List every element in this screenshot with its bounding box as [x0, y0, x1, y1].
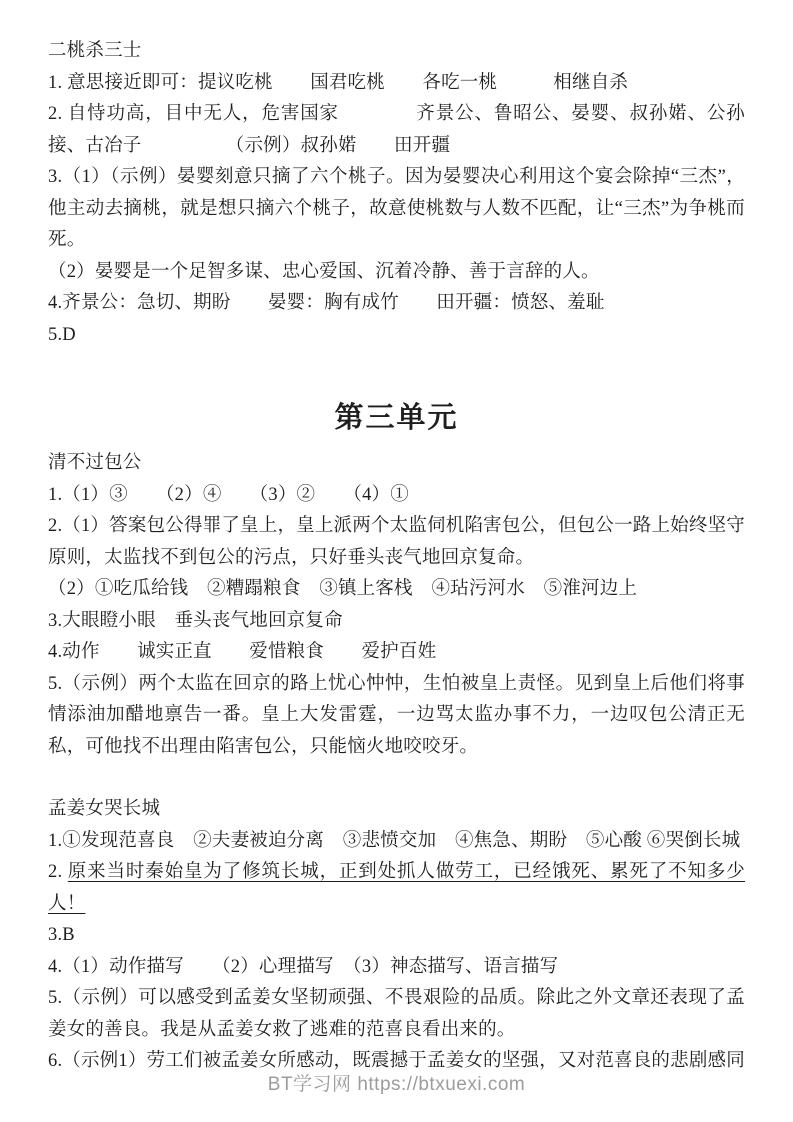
story-title: 二桃杀三士	[48, 41, 142, 61]
answer-line: 5.（示例）可以感受到孟姜女坚韧顽强、不畏艰险的品质。除此之外文章还表现了孟姜女的善良。我是从孟姜女救了逃难的范喜良看出来的。	[48, 988, 745, 1040]
answer-line: 3.（1）（示例）晏婴刻意只摘了六个桃子。因为晏婴决心利用这个宴会除掉“三杰”，他主动去摘桃，就是想只摘六个桃子，故意使桃数与人数不匹配，让“三杰”为争桃而死。	[48, 167, 745, 250]
story-title: 清不过包公	[48, 453, 142, 473]
answer-line: 2. 自恃功高，目中无人，危害国家 齐景公、鲁昭公、晏婴、叔孙婼、公孙接、古冶子 （示例）叔孙婼 田开疆	[48, 104, 745, 156]
answer-line: 5.（示例）两个太监在回京的路上忧心忡忡，生怕被皇上责怪。见到皇上后他们将事情添油加醋地禀告一番。皇上大发雷霆，一边骂太监办事不力，一边叹包公清正无私，可他找不出理由陷害包公，只能恼火地咬咬牙。	[48, 673, 745, 757]
answer-line: 4.动作 诚实正直 爱惜粮食 爱护百姓	[48, 642, 437, 662]
answer-line: （2）晏婴是一个足智多谋、忠心爱国、沉着冷静、善于言辞的人。	[48, 261, 600, 282]
answer-line-underlined	[48, 857, 745, 920]
answer-line: 6.（示例1）劳工们被孟姜女所感动，既震撼于孟姜女的坚强，又对范喜良的悲剧感同	[48, 1051, 745, 1071]
answer-line: 4.齐景公：急切、期盼 晏婴：胸有成竹 田开疆：愤怒、羞耻	[48, 293, 605, 313]
answer-line: （2）①吃瓜给钱 ②糟蹋粮食 ③镇上客栈 ④玷污河水 ⑤淮河边上	[48, 579, 638, 599]
answer-line: 1. 意思接近即可：提议吃桃 国君吃桃 各吃一桃 相继自杀	[48, 72, 629, 93]
underlined-answer-text: 原来当时秦始皇为了修筑长城，正到处抓人做劳工，已经饿死、累死了不知多少人！	[48, 862, 745, 914]
answer-line: 1.（1）③ （2）④ （3）② （4）①	[48, 484, 409, 505]
section-qing-bu-guo-bao-gong	[48, 448, 745, 763]
answer-line: 3.B	[48, 925, 75, 945]
watermark-text: BT学习网 https://btxuexi.com	[267, 1074, 526, 1095]
answer-number-prefix: 2.	[48, 862, 68, 882]
unit-heading: 第三单元	[334, 402, 459, 434]
story-title: 孟姜女哭长城	[48, 799, 161, 819]
answer-line: 5.D	[48, 324, 76, 345]
answer-line: 3.大眼瞪小眼 垂头丧气地回京复命	[48, 610, 343, 631]
section-er-tao-sha-san-shi	[48, 36, 745, 351]
answer-line: 4.（1）动作描写 （2）心理描写 （3）神态描写、语言描写	[48, 956, 559, 977]
answer-line: 2.（1）答案包公得罪了皇上，皇上派两个太监伺机陷害包公，但包公一路上始终坚守原则，太监找不到包公的污点，只好垂头丧气地回京复命。	[48, 516, 745, 568]
answer-line: 1.①发现范喜良 ②夫妻被迫分离 ③悲愤交加 ④焦急、期盼 ⑤心酸 ⑥哭倒长城	[48, 830, 741, 851]
section-meng-jiang-nv-ku-chang-cheng	[48, 794, 745, 1078]
